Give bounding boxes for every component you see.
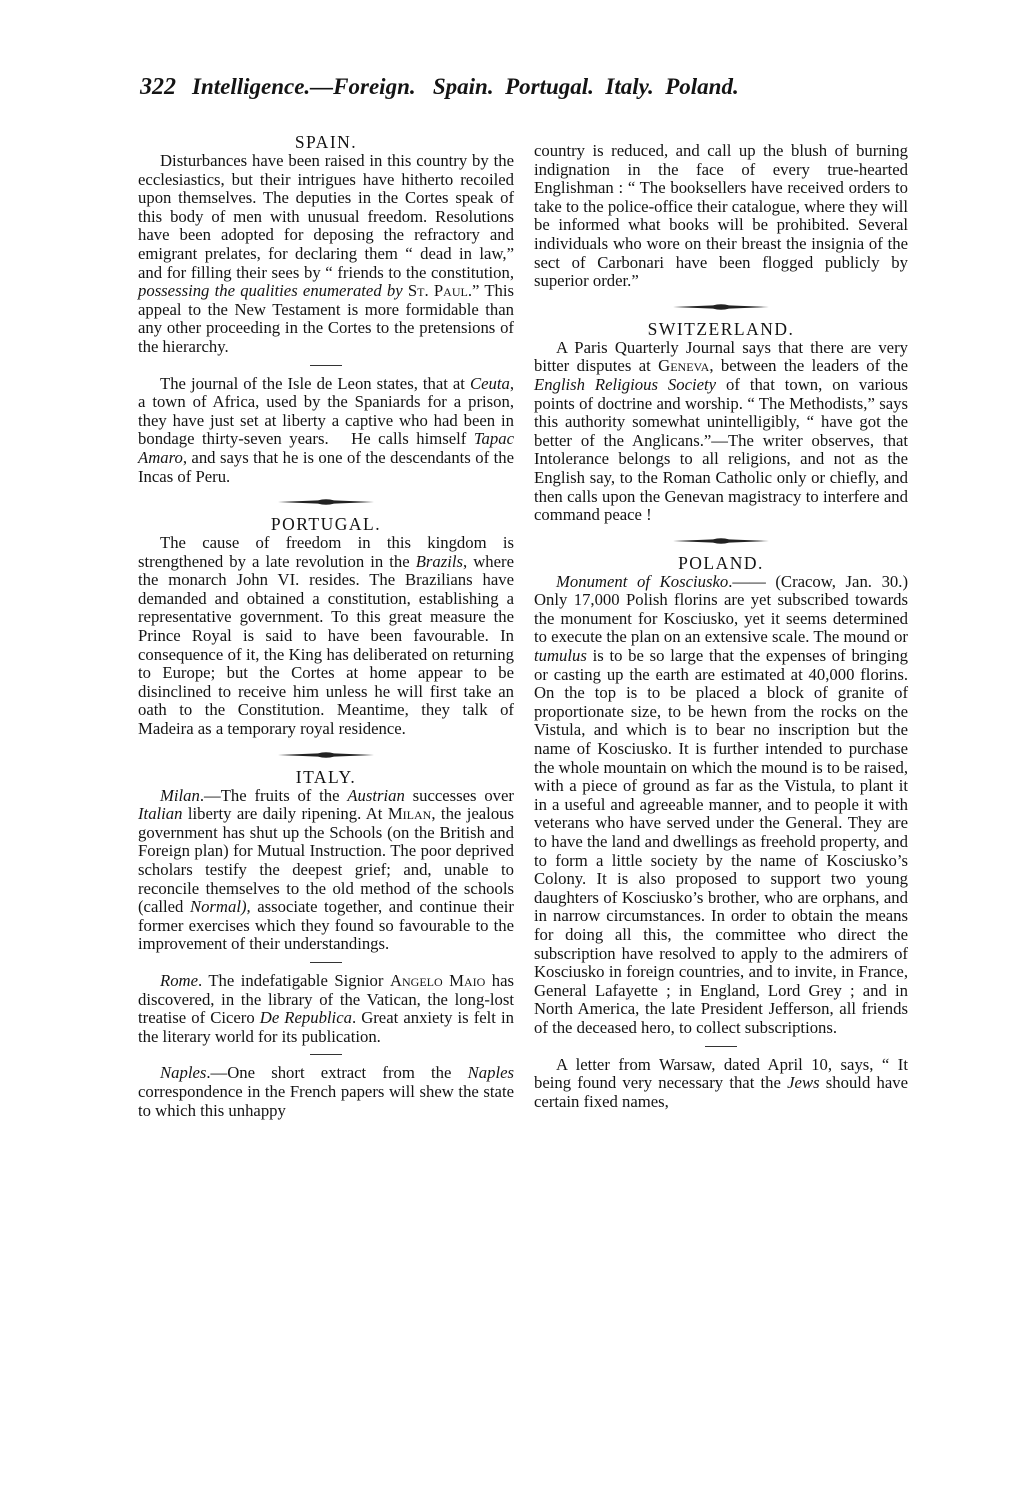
switzerland-paragraph-1: A Paris Quarterly Journal says that there are very bitter disputes at Geneva, between the leaders of the English Religious Society of that town, on various points of doctrine and worship. “ The Methodists,” says this authority somewhat unintelligibly, “ have got the better of the Anglicans.”—The writer observes, that Intolerance belongs to all religions, and not as the English say, to the Roman Catholic only or chiefly, and then calls upon the Genevan magistracy to interfere and command peace !	[534, 337, 908, 525]
heading-switzerland: SWITZERLAND.	[647, 318, 795, 339]
italy-naples-continuation: country is reduced, and call up the blush of burning indignation in the face of every true-hearted Englishman : “ The booksellers have received orders to take to the police-office their catalogue, where they will be informed what books will be prohibited. Several individuals who wore on their breast the insignia of the sect of Carbonari have been flogged publicly by superior order.”	[534, 141, 908, 291]
ornament-divider	[673, 303, 769, 311]
italy-naples-paragraph: Naples.—One short extract from the Naples correspondence in the French papers will shew the state to which this unhappy	[138, 1063, 514, 1120]
ornament-divider	[278, 498, 374, 506]
heading-spain: SPAIN.	[294, 132, 358, 152]
right-column	[534, 142, 908, 1111]
heading-portugal: PORTUGAL.	[270, 514, 382, 535]
heading-italy: ITALY.	[295, 766, 357, 787]
spain-paragraph-2: The journal of the Isle de Leon states, that at Ceuta, a town of Africa, used by the Spaniards for a prison, they have just set at liberty a captive who had been in bondage thirty-seven years. He calls himself Tapac Amaro, and says that he is one of the descendants of the Incas of Peru.	[138, 373, 519, 486]
poland-paragraph-2: A letter from Warsaw, dated April 10, says, “ It being found very necessary that the Jews should have certain fixed names,	[534, 1054, 908, 1111]
section-rule	[310, 1054, 342, 1055]
left-column	[138, 132, 519, 1120]
portugal-paragraph-1: The cause of freedom in this kingdom is strengthened by a late revolution in the Brazils, where the monarch John VI. resides. The Brazilians have demanded and obtained a constitution, establishing a representative government. To this great measure the Prince Royal is said to have been favourable. In consequence of it, the King has deliberated on returning to Europe; but the Cortes at home appear to be disinclined to receive him unless he will first take an oath to the Constitution. Meantime, they talk of Madeira as a temporary royal residence.	[138, 533, 514, 739]
running-head-title: Intelligence.—Foreign. Spain. Portugal. Italy. Poland.	[192, 74, 739, 99]
section-rule	[310, 365, 342, 366]
spain-paragraph-1: Disturbances have been raised in this country by the ecclesiastics, but their intrigues have hitherto recoiled upon themselves. The deputies in the Cortes speak of this body of men with unusual freedom. Resolutions have been adopted for deposing the refractory and emigrant prelates, for declaring them “ dead in law,” and for filling their sees by “ friends to the constitution, possessing the qualities enumerated by St. Paul.” This appeal to the New Testament is more formidable than any other proceeding in the Cortes to the pretensions of the hierarchy.	[138, 151, 514, 356]
ornament-divider	[278, 751, 374, 759]
italy-rome-paragraph: Rome. The indefatigable Signior Angelo Maio has discovered, in the library of the Vatican, the long-lost treatise of Cicero De Republica. Great anxiety is felt in the literary world for its publication.	[138, 970, 514, 1046]
heading-poland: POLAND.	[678, 552, 764, 573]
section-rule	[310, 962, 342, 963]
running-head	[140, 74, 900, 114]
italy-milan-paragraph: Milan.—The fruits of the Austrian successes over Italian liberty are daily ripening. At Milan, the jealous government has shut up the Schools (on the British and Foreign plan) for Mutual Instruction. The poor deprived scholars testify the deepest grief; and, unable to reconcile themselves to the old method of the schools (called Normal), associate together, and continue their former exercises which they found so favourable to the improvement of their understandings.	[138, 785, 514, 954]
ornament-divider	[673, 537, 769, 545]
poland-paragraph-1: Monument of Kosciusko.—— (Cracow, Jan. 30.) Only 17,000 Polish florins are yet subscribed towards the monument for Kosciusko, yet it seems determined to execute the plan on an extensive scale. The mound or tumulus is to be so large that the expenses of bringing or casting up the earth are estimated at 40,000 florins. On the top is to be placed a block of granite of proportionate size, to be hewn from the rocks on the Vistula, and which is to bear no inscription but the name of Kosciusko. It is further intended to purchase the whole mountain on which the mound is to be raised, with a piece of ground as far as the Vistula, to plant it in a useful and agreeable manner, and to people it with veterans who have served under the General. They are to have the land and dwellings as freehold property, and to form a little society by the name of Kosciusko’s Colony. It is also proposed to support two young daughters of Kosciusko’s brother, who are orphans, and in narrow circumstances. In order to obtain the means for doing all this, the committee who direct the subscription have resolved to apply to the admirers of Kosciusko in foreign countries, and to invite, in France, General Lafayette ; in England, Lord Grey ; and in North America, the late President Jefferson, all friends of the deceased hero, to collect subscriptions.	[534, 571, 909, 1037]
section-rule	[705, 1046, 737, 1047]
page-number: 322	[140, 74, 176, 100]
